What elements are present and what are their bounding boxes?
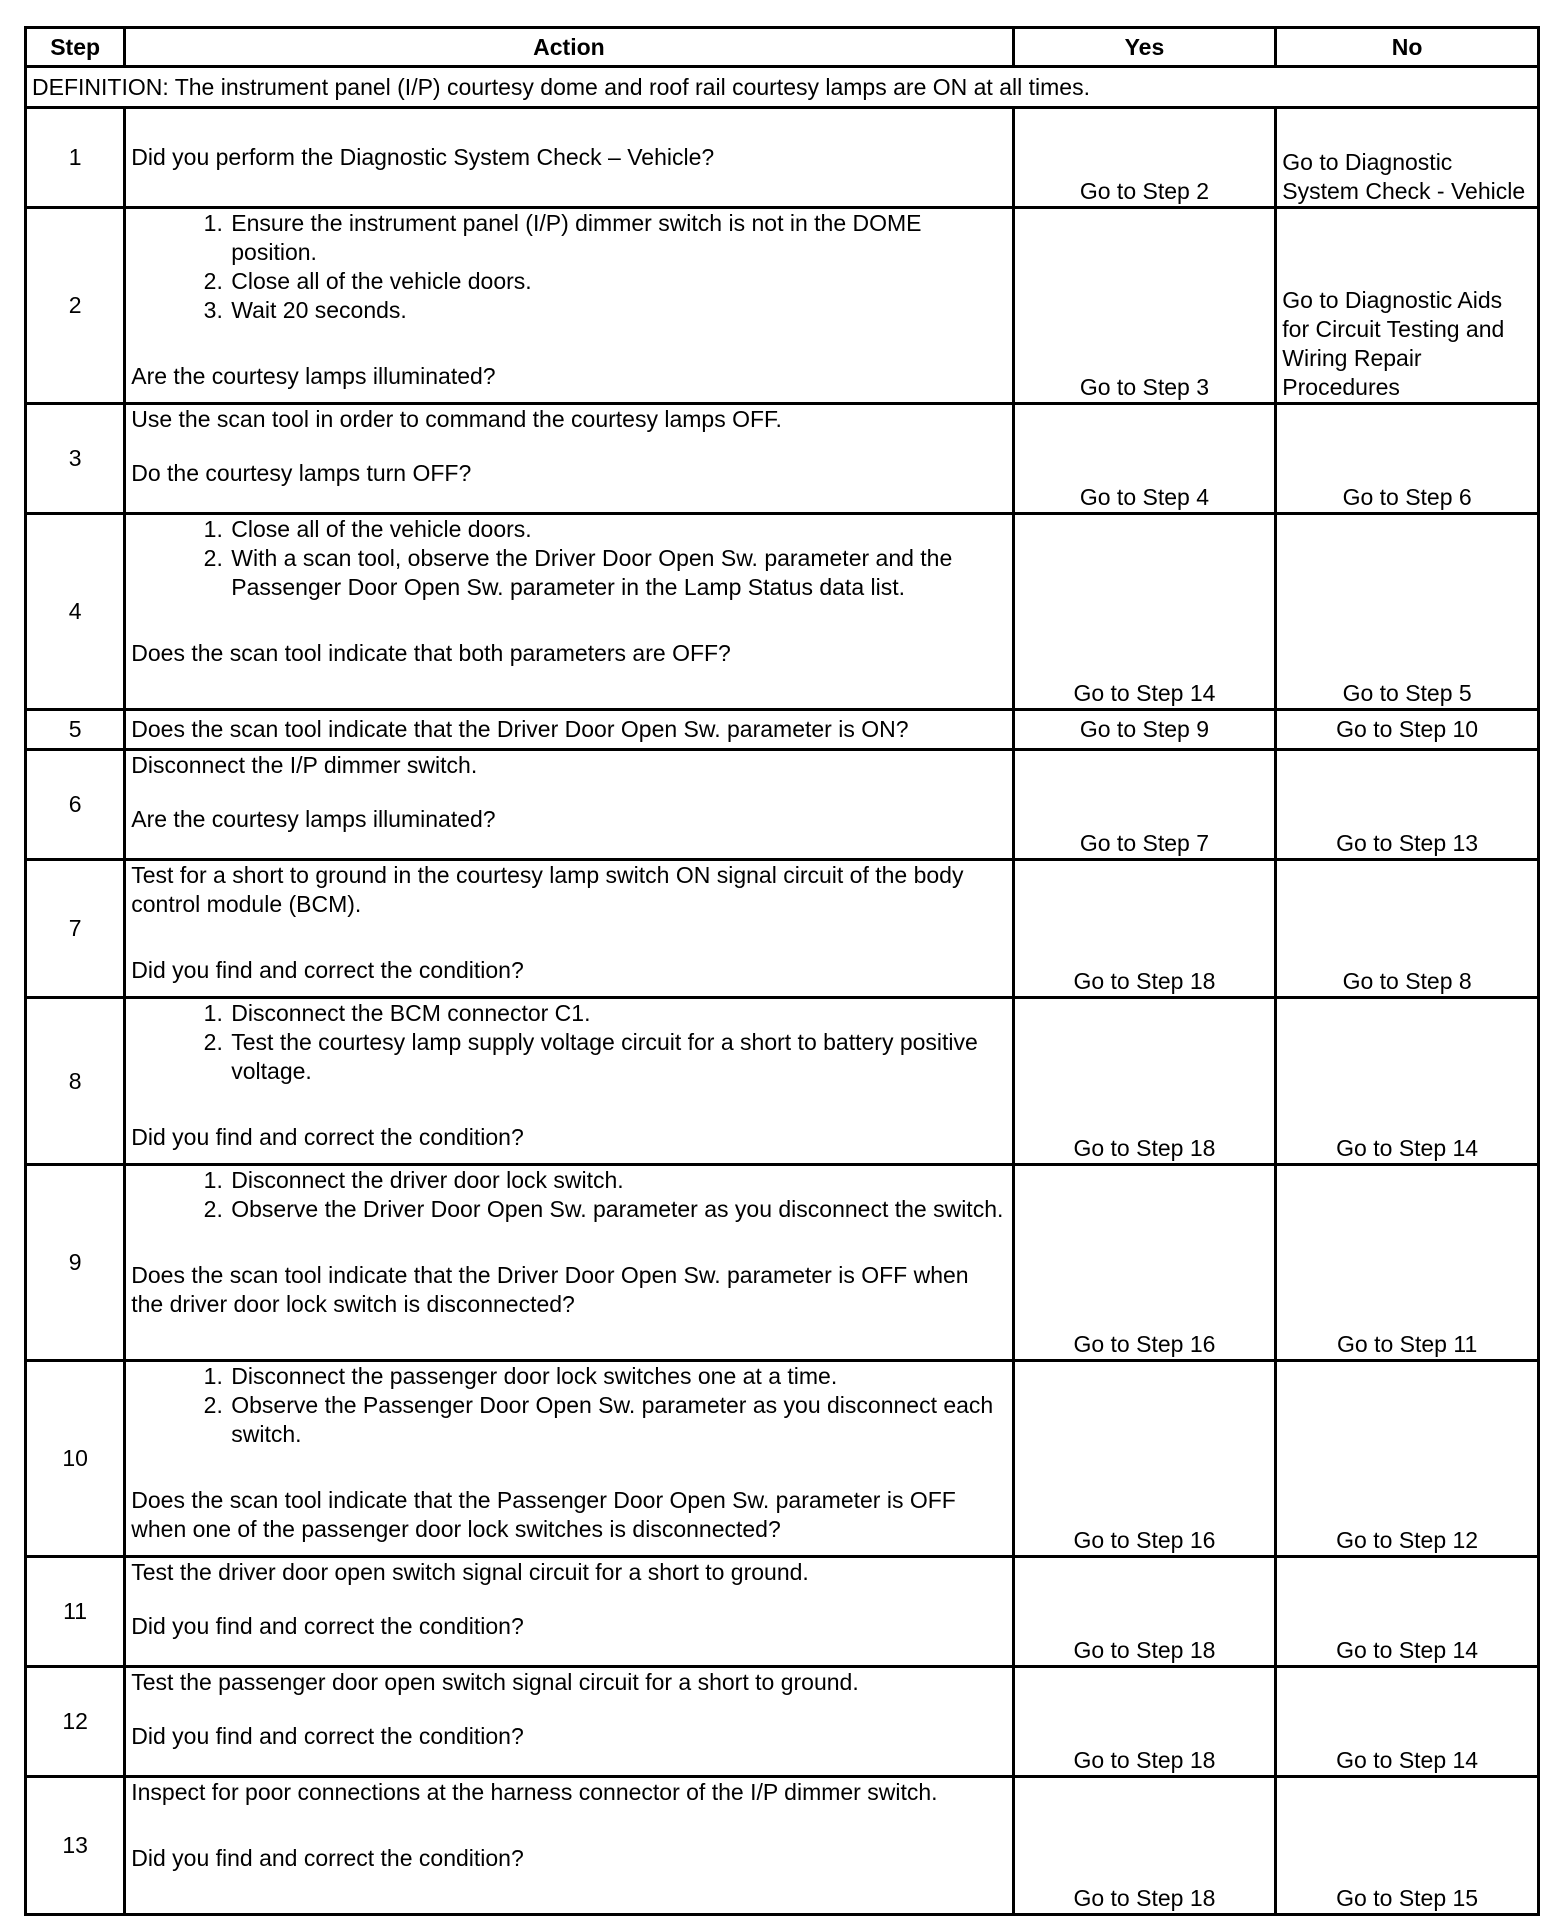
header-no: No [1276, 28, 1539, 67]
action-question: Are the courtesy lamps illuminated? [131, 363, 496, 389]
action-question: Are the courtesy lamps illuminated? [131, 806, 496, 832]
table-row [26, 1667, 1539, 1777]
yes-result: Go to Step 16 [1013, 1361, 1276, 1557]
no-result: Go to Diagnostic System Check - Vehicle [1276, 108, 1539, 208]
yes-result: Go to Step 9 [1013, 710, 1276, 750]
step-number: 8 [26, 998, 125, 1165]
action-step: 1. Close all of the vehicle doors. [229, 515, 1006, 544]
action-cell [125, 514, 1013, 710]
action-text: Use the scan tool in order to command the courtesy lamps OFF. [131, 406, 782, 432]
table-row [26, 1165, 1539, 1361]
no-result: Go to Step 5 [1276, 514, 1539, 710]
step-number: 11 [26, 1557, 125, 1667]
step-number: 4 [26, 514, 125, 710]
action-cell [125, 860, 1013, 998]
step-number: 3 [26, 404, 125, 514]
step-number: 2 [26, 208, 125, 404]
action-cell [125, 1165, 1013, 1361]
table-row [26, 108, 1539, 208]
action-step: 2. Observe the Passenger Door Open Sw. parameter as you disconnect each switch. [229, 1391, 1006, 1449]
action-cell [125, 710, 1013, 750]
no-result: Go to Step 14 [1276, 1667, 1539, 1777]
step-number: 6 [26, 750, 125, 860]
step-number: 12 [26, 1667, 125, 1777]
action-cell [125, 1777, 1013, 1915]
action-cell [125, 1361, 1013, 1557]
definition-text: DEFINITION: The instrument panel (I/P) courtesy dome and roof rail courtesy lamps are ON at all times. [26, 67, 1539, 108]
action-step: 2. Observe the Driver Door Open Sw. parameter as you disconnect the switch. [229, 1195, 1006, 1224]
action-step: 1. Disconnect the passenger door lock switches one at a time. [229, 1362, 1006, 1391]
no-result: Go to Step 14 [1276, 998, 1539, 1165]
table-row [26, 404, 1539, 514]
header-action: Action [125, 28, 1013, 67]
action-cell [125, 1557, 1013, 1667]
action-text: Disconnect the I/P dimmer switch. [131, 752, 478, 778]
yes-result: Go to Step 4 [1013, 404, 1276, 514]
action-cell [125, 404, 1013, 514]
step-number: 13 [26, 1777, 125, 1915]
step-number: 5 [26, 710, 125, 750]
yes-result: Go to Step 18 [1013, 1777, 1276, 1915]
no-result: Go to Step 11 [1276, 1165, 1539, 1361]
table-row [26, 514, 1539, 710]
yes-result: Go to Step 18 [1013, 1667, 1276, 1777]
header-yes: Yes [1013, 28, 1276, 67]
no-result: Go to Step 14 [1276, 1557, 1539, 1667]
action-cell [125, 750, 1013, 860]
no-result: Go to Diagnostic Aids for Circuit Testing and Wiring Repair Procedures [1276, 208, 1539, 404]
action-question: Do the courtesy lamps turn OFF? [131, 460, 472, 486]
action-step: 2. Close all of the vehicle doors. [229, 267, 1006, 296]
yes-result: Go to Step 2 [1013, 108, 1276, 208]
table-row [26, 860, 1539, 998]
action-text: Test the passenger door open switch signal circuit for a short to ground. [131, 1669, 859, 1695]
action-text: Inspect for poor connections at the harness connector of the I/P dimmer switch. [131, 1779, 938, 1805]
no-result: Go to Step 6 [1276, 404, 1539, 514]
table-row [26, 1361, 1539, 1557]
action-step: 1. Disconnect the BCM connector C1. [229, 999, 1006, 1028]
action-question: Does the scan tool indicate that the Passenger Door Open Sw. parameter is OFF when one of the passenger door lock switches is disconnected? [131, 1487, 956, 1542]
yes-result: Go to Step 16 [1013, 1165, 1276, 1361]
header-row [26, 28, 1539, 67]
action-text: Test the driver door open switch signal circuit for a short to ground. [131, 1559, 809, 1585]
action-steps-list [131, 209, 1006, 325]
action-text: Test for a short to ground in the courtesy lamp switch ON signal circuit of the body control module (BCM). [131, 862, 964, 917]
no-result: Go to Step 15 [1276, 1777, 1539, 1915]
action-steps-list [131, 999, 1006, 1086]
yes-result: Go to Step 18 [1013, 860, 1276, 998]
no-result: Go to Step 10 [1276, 710, 1539, 750]
step-number: 10 [26, 1361, 125, 1557]
action-step: 2. With a scan tool, observe the Driver Door Open Sw. parameter and the Passenger Door Open Sw. parameter in the Lamp Status data list. [229, 544, 1006, 602]
action-cell [125, 108, 1013, 208]
yes-result: Go to Step 7 [1013, 750, 1276, 860]
action-steps-list [131, 1362, 1006, 1449]
step-number: 9 [26, 1165, 125, 1361]
action-question: Does the scan tool indicate that the Driver Door Open Sw. parameter is ON? [131, 716, 909, 742]
action-question: Does the scan tool indicate that both parameters are OFF? [131, 640, 731, 666]
action-cell [125, 208, 1013, 404]
table-row [26, 998, 1539, 1165]
action-question: Did you find and correct the condition? [131, 1723, 524, 1749]
action-question: Did you perform the Diagnostic System Check – Vehicle? [131, 144, 715, 170]
yes-result: Go to Step 18 [1013, 998, 1276, 1165]
table-row [26, 208, 1539, 404]
no-result: Go to Step 8 [1276, 860, 1539, 998]
table-row [26, 1557, 1539, 1667]
step-number: 7 [26, 860, 125, 998]
action-steps-list [131, 1166, 1006, 1224]
no-result: Go to Step 13 [1276, 750, 1539, 860]
action-question: Did you find and correct the condition? [131, 1845, 524, 1871]
table-row [26, 710, 1539, 750]
definition-row [26, 67, 1539, 108]
action-cell [125, 1667, 1013, 1777]
action-steps-list [131, 515, 1006, 602]
diagnostic-table [24, 26, 1540, 1916]
yes-result: Go to Step 3 [1013, 208, 1276, 404]
action-cell [125, 998, 1013, 1165]
yes-result: Go to Step 14 [1013, 514, 1276, 710]
action-question: Did you find and correct the condition? [131, 1124, 524, 1150]
no-result: Go to Step 12 [1276, 1361, 1539, 1557]
action-step: 3. Wait 20 seconds. [229, 296, 1006, 325]
step-number: 1 [26, 108, 125, 208]
action-question: Did you find and correct the condition? [131, 1613, 524, 1639]
action-step: 2. Test the courtesy lamp supply voltage circuit for a short to battery positive voltage. [229, 1028, 1006, 1086]
action-question: Does the scan tool indicate that the Driver Door Open Sw. parameter is OFF when the driver door lock switch is disconnected? [131, 1262, 969, 1317]
action-step: 1. Ensure the instrument panel (I/P) dimmer switch is not in the DOME position. [229, 209, 1006, 267]
yes-result: Go to Step 18 [1013, 1557, 1276, 1667]
header-step: Step [26, 28, 125, 67]
table-row [26, 750, 1539, 860]
action-step: 1. Disconnect the driver door lock switch. [229, 1166, 1006, 1195]
action-question: Did you find and correct the condition? [131, 957, 524, 983]
table-row [26, 1777, 1539, 1915]
